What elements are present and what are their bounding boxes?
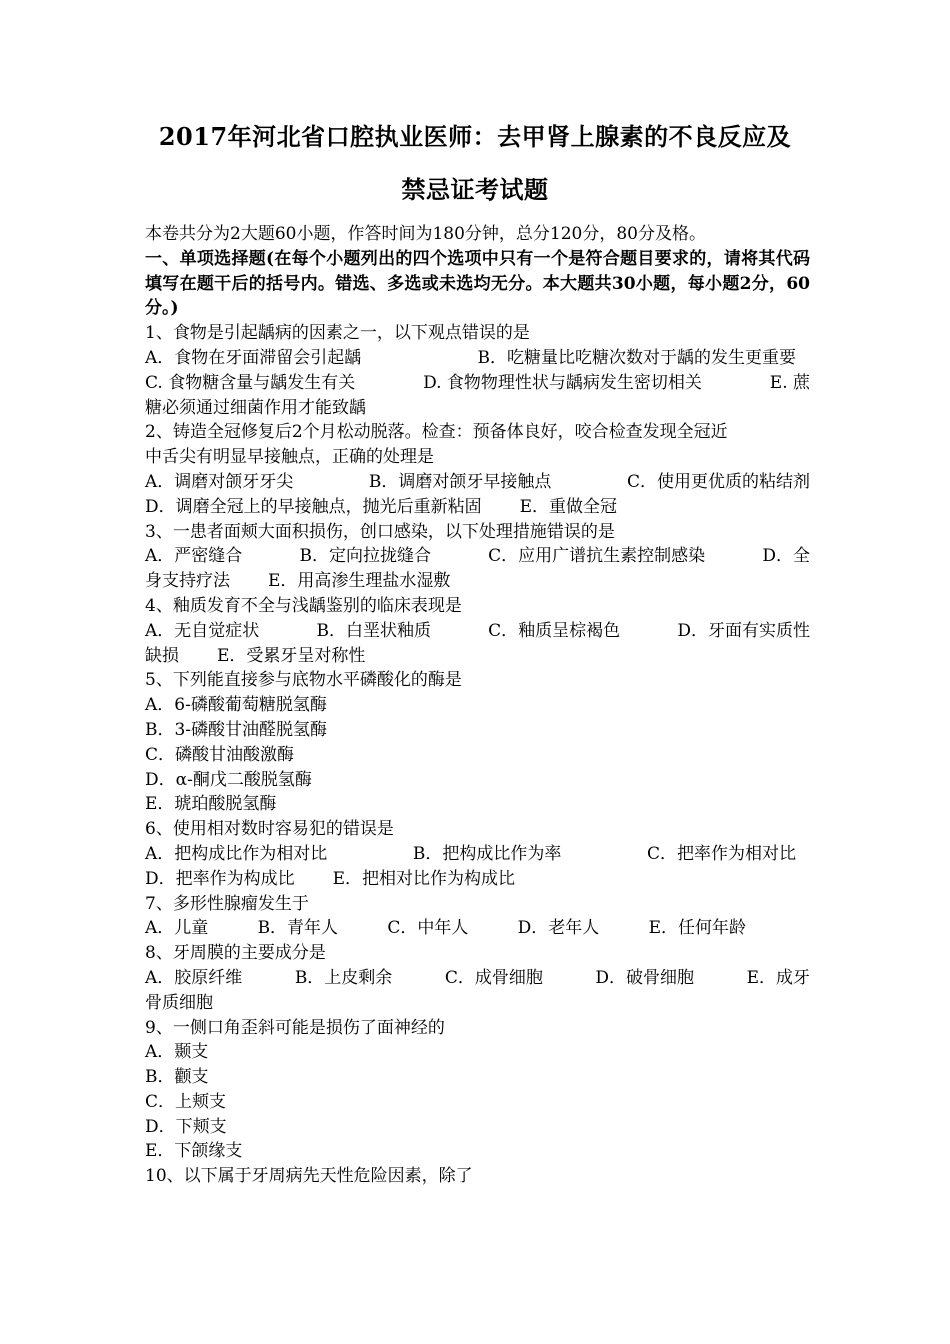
question-stem: 1、食物是引起龋病的因素之一，以下观点错误的是: [145, 323, 530, 344]
option: A．6-磷酸葡萄糖脱氢酶: [145, 695, 327, 716]
option: C．磷酸甘油酸激酶: [145, 744, 295, 765]
exam-intro: 本卷共分为2大题60小题，作答时间为180分钟，总分120分，80分及格。: [145, 224, 706, 244]
question-stem: 7、多形性腺瘤发生于: [145, 893, 309, 914]
option-row: [145, 916, 810, 941]
question-stem: 3、一患者面颊大面积损伤，创口感染，以下处理措施错误的是: [145, 521, 615, 542]
option: 缺损: [145, 645, 179, 666]
option: A．严密缝合: [145, 546, 243, 567]
option: E．琥珀酸脱氢酶: [145, 794, 277, 815]
option: B．颧支: [145, 1067, 209, 1088]
option-row: [145, 966, 810, 991]
option: D．下颊支: [145, 1116, 227, 1137]
option: B．青年人: [257, 918, 339, 939]
document-title-line-2: 禁忌证考试题: [401, 175, 549, 204]
option: B．3-磷酸甘油醛脱氢酶: [145, 719, 328, 740]
option: E．下颌缘支: [145, 1141, 243, 1162]
option: B．上皮剩余: [294, 967, 393, 988]
option-continuation: 骨质细胞: [145, 992, 213, 1013]
option: A．颞支: [145, 1042, 209, 1063]
option: B．调磨对颌牙早接触点: [368, 471, 552, 492]
option-row: [145, 544, 810, 569]
option: A．把构成比作为相对比: [145, 843, 328, 864]
option-row: [145, 619, 810, 644]
option-row: [145, 842, 810, 867]
question-stem: 6、使用相对数时容易犯的错误是: [145, 819, 394, 840]
option: A．胶原纤维: [145, 967, 243, 988]
option: D. 食物物理性状与龋病发生密切相关: [423, 372, 702, 393]
option: A．调磨对颌牙牙尖: [145, 471, 294, 492]
option: C．应用广谱抗生素控制感染: [488, 546, 706, 567]
question-stem: 4、釉质发育不全与浅龋鉴别的临床表现是: [145, 595, 462, 616]
option: C．釉质呈棕褐色: [488, 620, 621, 641]
option: E．成牙: [746, 967, 810, 988]
option: A．儿童: [145, 918, 209, 939]
question-stem: 8、牙周膜的主要成分是: [145, 943, 326, 964]
option: D．全: [762, 546, 810, 567]
question-stem: 中舌尖有明显早接触点，正确的处理是: [145, 447, 434, 468]
option: A．食物在牙面滞留会引起龋: [145, 347, 362, 368]
option: B．定向拉拢缝合: [299, 546, 431, 567]
option-row: [145, 867, 810, 892]
option: D．牙面有实质性: [677, 620, 810, 641]
question-stem: 5、下列能直接参与底物水平磷酸化的酶是: [145, 670, 462, 691]
option: D．把率作为构成比: [145, 868, 295, 889]
option: E．受累牙呈对称性: [217, 645, 366, 666]
option: D．调磨全冠上的早接触点，抛光后重新粘固: [145, 496, 482, 517]
option-continuation: 糖必须通过细菌作用才能致龋: [145, 397, 366, 418]
question-stem: 10、以下属于牙周病先天性危险因素，除了: [145, 1166, 473, 1187]
option: E．把相对比作为构成比: [332, 868, 516, 889]
question-stem: 9、一侧口角歪斜可能是损伤了面神经的: [145, 1017, 445, 1038]
document-title-line-1: 2017年河北省口腔执业医师：去甲肾上腺素的不良反应及: [158, 122, 792, 151]
option: C. 食物糖含量与龋发生有关: [145, 372, 356, 393]
option-row: [145, 495, 810, 520]
option: D．老年人: [517, 918, 600, 939]
option: D．破骨细胞: [595, 967, 695, 988]
option: E. 蔗: [769, 372, 810, 393]
option: E．用高渗生理盐水湿敷: [268, 571, 451, 592]
document-body: [145, 222, 810, 1189]
option: B．把构成比作为率: [412, 843, 562, 864]
option-row: [145, 470, 810, 495]
option: C．成骨细胞: [444, 967, 543, 988]
option: C．上颊支: [145, 1091, 227, 1112]
option-row: [145, 569, 810, 594]
option: B．吃糖量比吃糖次数对于龋的发生更重要: [477, 347, 796, 368]
question-stem: 2、铸造全冠修复后2个月松动脱落。检查：预备体良好，咬合检查发现全冠近: [145, 422, 728, 443]
option: C．中年人: [387, 918, 469, 939]
option: E．重做全冠: [519, 496, 618, 517]
option-row: [145, 644, 810, 669]
option: C．使用更优质的粘结剂: [626, 471, 810, 492]
option: C．把率作为相对比: [646, 843, 796, 864]
option: E．任何年龄: [648, 918, 746, 939]
option-row: [145, 346, 810, 371]
option: B．白垩状釉质: [316, 620, 431, 641]
option: A．无自觉症状: [145, 620, 260, 641]
option-row: [145, 371, 810, 396]
section-heading: 一、单项选择题(在每个小题列出的四个选项中只有一个是符合题目要求的，请将其代码填写在题干后的括号内。错选、多选或未选均无分。本大题共30小题，每小题2分，60分。): [145, 248, 810, 319]
option: D．α-酮戊二酸脱氢酶: [145, 769, 312, 790]
option: 身支持疗法: [145, 571, 230, 592]
